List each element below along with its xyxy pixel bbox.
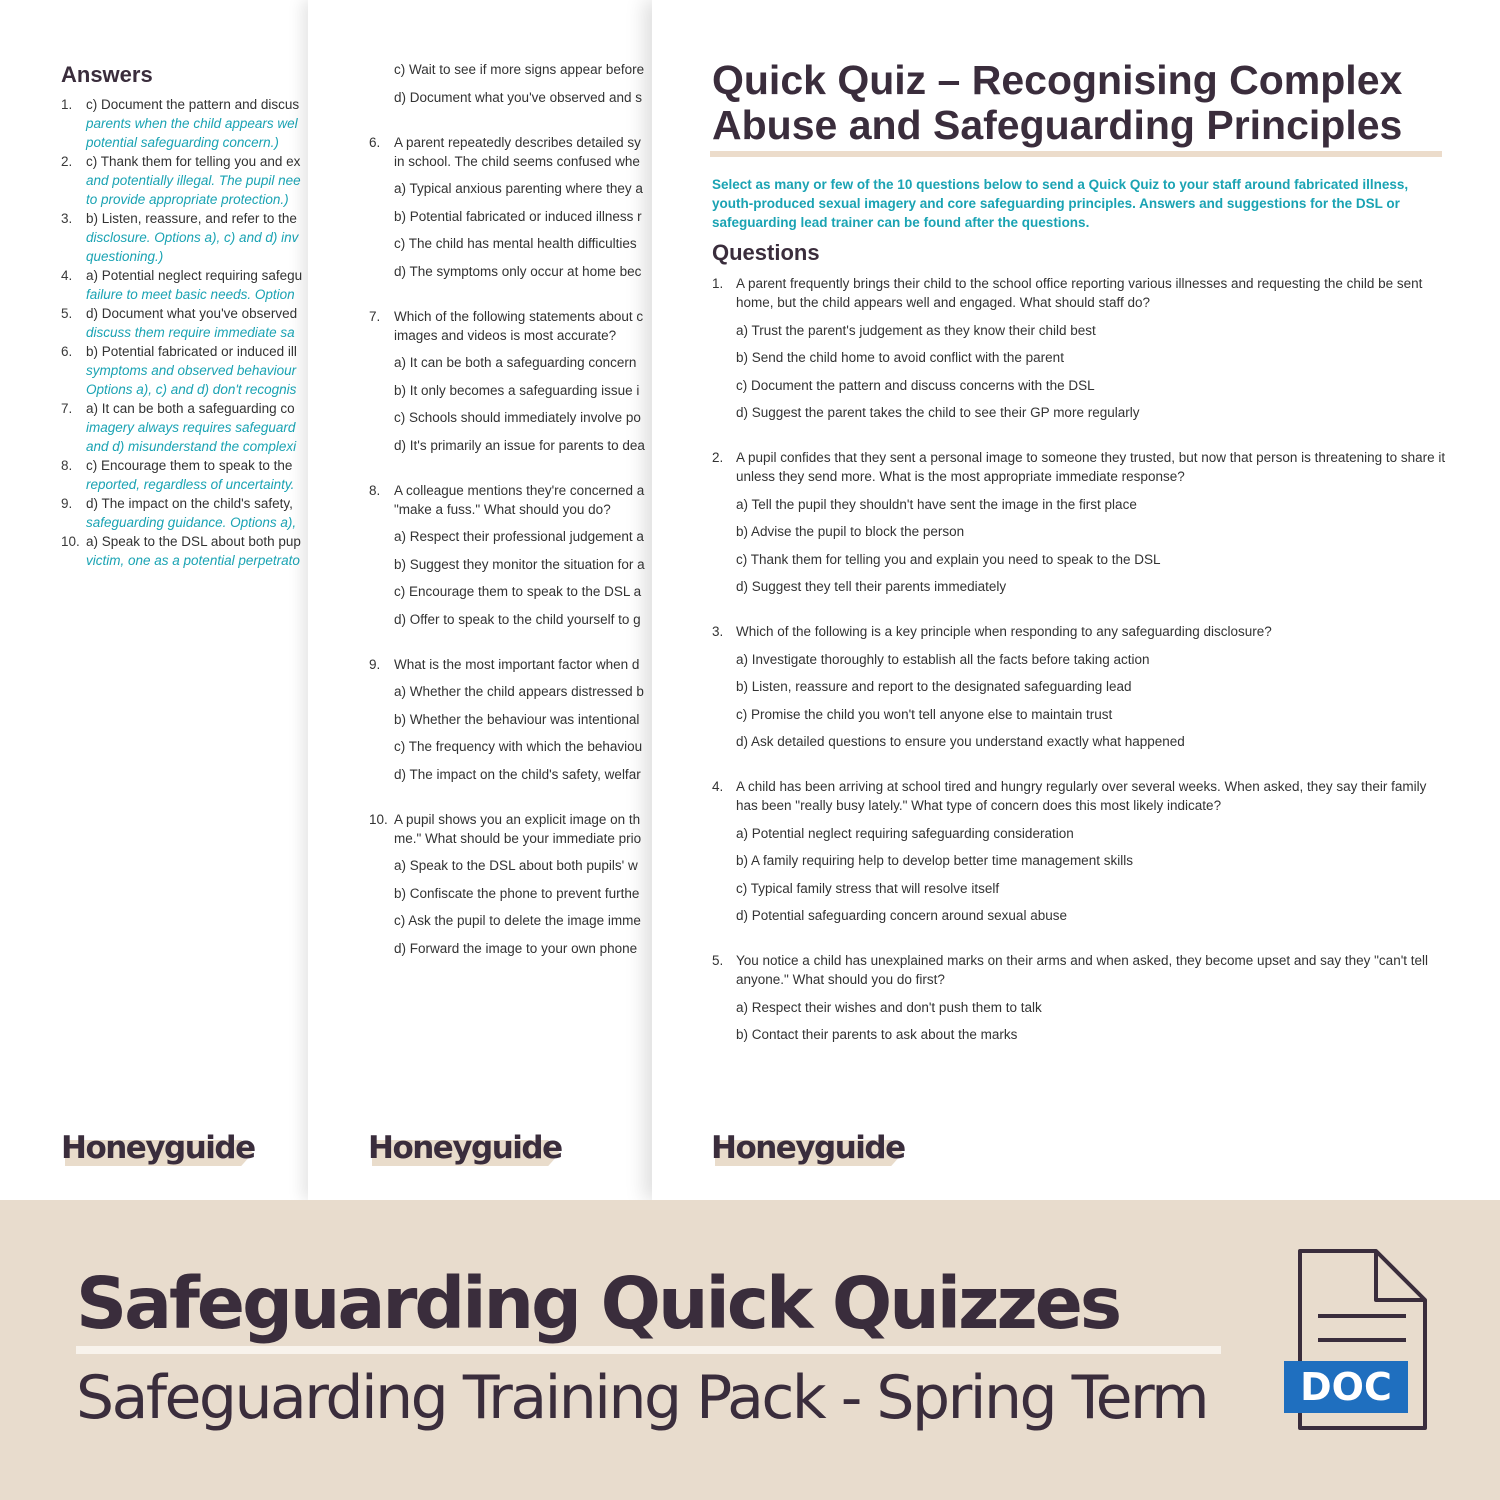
answer-note: potential safeguarding concern.) xyxy=(86,135,279,150)
answer-option: a) Speak to the DSL about both pupils' w xyxy=(394,858,638,873)
answer-text: a) Potential neglect requiring safegu xyxy=(86,268,303,283)
answer-option: d) It's primarily an issue for parents to dea xyxy=(394,437,645,453)
answer-note: imagery always requires safeguard xyxy=(86,420,296,435)
answer-text: b) Listen, reassure, and refer to the xyxy=(86,211,297,226)
answers-heading: Answers xyxy=(61,62,153,87)
answer-note: symptoms and observed behaviour xyxy=(86,363,297,378)
answer-item xyxy=(61,342,330,399)
answer-item xyxy=(61,304,330,342)
question-block xyxy=(712,951,1447,1044)
answer-option: b) A family requiring help to develop better time management skills xyxy=(736,853,1133,868)
answers-list xyxy=(61,95,330,570)
answer-text: c) Encourage them to speak to the xyxy=(86,458,293,473)
answer-option: b) Send the child home to avoid conflict with the parent xyxy=(736,350,1064,365)
front-page xyxy=(652,0,1500,1200)
answer-option: a) Whether the child appears distressed b xyxy=(394,684,644,699)
question-block xyxy=(369,655,668,784)
question-number: 5. xyxy=(712,953,724,968)
answer-note: Options a), c) and d) don't recognis xyxy=(86,382,297,397)
answer-option: d) Document what you've observed and s xyxy=(394,89,642,105)
answer-option: d) Suggest they tell their parents immediately xyxy=(736,579,1007,594)
answer-text: d) Document what you've observed xyxy=(86,306,298,321)
question-text xyxy=(369,307,668,326)
answer-option: d) Offer to speak to the child yourself to g xyxy=(394,611,641,627)
honeyguide-logo: Honeyguide xyxy=(368,1130,562,1166)
answer-option: b) Advise the pupil to block the person xyxy=(736,524,965,539)
question-text: You notice a child has unexplained marks on their arms and when asked, they become upset and say they "can't tell anyone." What should you do first? xyxy=(736,953,1429,987)
answer-item xyxy=(61,456,330,494)
answer-number: 10. xyxy=(61,534,80,549)
question-text: A child has been arriving at school tired and hungry regularly over several weeks. When asked, they say their family has been "really busy lately." What type of concern does this most likely indicate? xyxy=(736,779,1427,813)
question-block xyxy=(369,133,668,281)
answer-text: c) Document the pattern and discus xyxy=(86,97,300,112)
question-block xyxy=(369,307,668,455)
answer-option: b) Whether the behaviour was intentional xyxy=(394,711,640,727)
answer-option: c) The frequency with which the behaviou xyxy=(394,739,643,754)
answer-option: a) Respect their wishes and don't push them to talk xyxy=(736,999,1042,1015)
answer-note: parents when the child appears wel xyxy=(86,116,298,131)
question-block xyxy=(712,448,1447,596)
answer-option: a) Typical anxious parenting where they a xyxy=(394,181,643,196)
answer-number: 4. xyxy=(61,268,73,283)
answer-note: safeguarding guidance. Options a), xyxy=(86,515,297,530)
question-text: A pupil shows you an explicit image on th xyxy=(394,811,641,827)
answer-text: d) The impact on the child's safety, xyxy=(86,496,293,511)
question-number: 6. xyxy=(369,134,381,150)
answer-option: c) Thank them for telling you and explain you need to speak to the DSL xyxy=(736,551,1161,567)
middle-questions xyxy=(369,60,668,984)
question-text: A parent repeatedly describes detailed sy xyxy=(394,134,641,150)
question-stem xyxy=(712,274,1447,312)
answer-number: 5. xyxy=(61,306,73,321)
answer-option: c) Ask the pupil to delete the image imme xyxy=(394,913,641,928)
answer-option: c) Typical family stress that will resolve itself xyxy=(736,880,1000,896)
answer-number: 2. xyxy=(61,154,73,169)
answer-option: c) The child has mental health difficulties xyxy=(394,236,637,251)
answer-number: 7. xyxy=(61,401,73,416)
question-text: Which of the following statements about c xyxy=(394,308,644,324)
answer-number: 6. xyxy=(61,344,73,359)
answer-number: 1. xyxy=(61,97,73,112)
product-banner xyxy=(0,1200,1500,1500)
answer-item xyxy=(61,209,330,266)
question-text: A colleague mentions they're concerned a xyxy=(394,482,645,498)
question-text: me." What should be your immediate prio xyxy=(394,830,642,846)
question-stem xyxy=(712,777,1447,815)
question-text xyxy=(369,481,668,500)
questions-heading: Questions xyxy=(712,240,820,265)
question-text: Which of the following is a key principle when responding to any safeguarding disclosure? xyxy=(736,624,1272,639)
answer-option: d) Forward the image to your own phone xyxy=(394,940,638,956)
question-number: 2. xyxy=(712,450,724,465)
answer-option: d) Ask detailed questions to ensure you understand exactly what happened xyxy=(736,734,1185,749)
question-text xyxy=(369,655,668,674)
question-text: A parent frequently brings their child to the school office reporting various illnesses and requesting the child be sent home, but the child appears well and engaged. What should staff do? xyxy=(736,276,1423,310)
answer-note: failure to meet basic needs. Option xyxy=(86,287,295,302)
question-block xyxy=(712,274,1447,422)
answer-number: 9. xyxy=(61,496,73,511)
banner-divider xyxy=(76,1346,1221,1354)
question-number: 3. xyxy=(712,624,724,639)
answer-option: c) Schools should immediately involve po xyxy=(394,410,641,425)
answer-option: c) Promise the child you won't tell anyone else to maintain trust xyxy=(736,706,1113,722)
answer-option: a) Investigate thoroughly to establish all the facts before taking action xyxy=(736,651,1150,667)
answer-option: b) Potential fabricated or induced illness r xyxy=(394,208,642,224)
question-text xyxy=(369,133,668,152)
question-block xyxy=(369,60,668,107)
answer-option: b) Suggest they monitor the situation for a xyxy=(394,556,645,572)
answer-item xyxy=(61,532,330,570)
doc-label: DOC xyxy=(1300,1365,1392,1409)
title-underline xyxy=(710,151,1442,157)
answer-option: a) Potential neglect requiring safeguarding consideration xyxy=(736,825,1074,841)
answer-text: a) It can be both a safeguarding co xyxy=(86,401,295,416)
question-text: "make a fuss." What should you do? xyxy=(394,501,611,517)
answer-option: c) Encourage them to speak to the DSL a xyxy=(394,584,642,599)
question-number: 7. xyxy=(369,308,381,324)
question-number: 9. xyxy=(369,656,381,672)
answer-item xyxy=(61,494,330,532)
question-number: 10. xyxy=(369,811,388,827)
question-block xyxy=(369,810,668,958)
banner-title: Safeguarding Quick Quizzes xyxy=(76,1262,1120,1345)
answer-text: a) Speak to the DSL about both pup xyxy=(86,534,301,549)
answer-text: c) Thank them for telling you and ex xyxy=(86,154,301,169)
question-text: images and videos is most accurate? xyxy=(394,327,617,343)
answer-note: and d) misunderstand the complexi xyxy=(86,439,297,454)
answer-note: discuss them require immediate sa xyxy=(86,325,295,340)
answer-option: b) Contact their parents to ask about the marks xyxy=(736,1027,1018,1042)
quiz-title: Quick Quiz – Recognising Complex Abuse and Safeguarding Principles xyxy=(712,57,1403,148)
answer-option: a) It can be both a safeguarding concern xyxy=(394,355,637,370)
answer-option: a) Tell the pupil they shouldn't have sent the image in the first place xyxy=(736,496,1137,512)
answer-option: d) The impact on the child's safety, welfar xyxy=(394,766,641,782)
honeyguide-logo: Honeyguide xyxy=(711,1130,905,1166)
answer-item xyxy=(61,399,330,456)
question-number: 1. xyxy=(712,276,724,291)
question-text: A pupil confides that they sent a personal image to someone they trusted, but now that person is threatening to share it unless they send more. What is the most appropriate immediate response? xyxy=(736,450,1446,484)
answer-option: a) Respect their professional judgement a xyxy=(394,529,644,544)
answer-option: b) It only becomes a safeguarding issue i xyxy=(394,382,640,398)
answer-note: and potentially illegal. The pupil nee xyxy=(86,173,301,188)
answer-note: reported, regardless of uncertainty. xyxy=(86,477,295,492)
answer-option: d) Suggest the parent takes the child to see their GP more regularly xyxy=(736,405,1140,420)
answer-item xyxy=(61,95,330,152)
answer-item xyxy=(61,266,330,304)
answer-note: questioning.) xyxy=(86,249,164,264)
answer-option: c) Wait to see if more signs appear before xyxy=(394,62,645,77)
front-questions xyxy=(712,274,1447,1070)
question-stem xyxy=(712,622,1447,641)
answer-option: d) The symptoms only occur at home bec xyxy=(394,263,642,279)
answers-page xyxy=(0,0,330,1200)
answer-option: a) Trust the parent's judgement as they know their child best xyxy=(736,322,1096,338)
answer-text: b) Potential fabricated or induced ill xyxy=(86,344,297,359)
answer-option: d) Potential safeguarding concern around sexual abuse xyxy=(736,908,1067,923)
question-stem xyxy=(712,951,1447,989)
answer-option: c) Document the pattern and discuss concerns with the DSL xyxy=(736,377,1095,393)
question-text xyxy=(369,810,668,829)
question-text: What is the most important factor when d xyxy=(394,656,640,672)
question-stem xyxy=(712,448,1447,486)
question-number: 8. xyxy=(369,482,381,498)
question-block xyxy=(369,481,668,629)
question-number: 4. xyxy=(712,779,724,794)
banner-subtitle: Safeguarding Training Pack - Spring Term xyxy=(76,1363,1208,1433)
question-block xyxy=(712,777,1447,925)
answer-number: 8. xyxy=(61,458,73,473)
answer-note: disclosure. Options a), c) and d) inv xyxy=(86,230,299,245)
quiz-intro: Select as many or few of the 10 questions below to send a Quick Quiz to your staff around fabricated illness, youth-produced sexual imagery and core safeguarding principles. Answers and suggestions for the DSL or safeguarding lead trainer can be found after the questions. xyxy=(712,177,1409,230)
honeyguide-logo: Honeyguide xyxy=(61,1130,255,1166)
answer-note: to provide appropriate protection.) xyxy=(86,192,289,207)
answer-number: 3. xyxy=(61,211,73,226)
question-block xyxy=(712,622,1447,751)
doc-file-icon xyxy=(1284,1248,1430,1434)
answer-note: victim, one as a potential perpetrato xyxy=(86,553,300,568)
answer-option: b) Confiscate the phone to prevent furthe xyxy=(394,885,640,901)
question-text: in school. The child seems confused whe xyxy=(394,153,640,169)
answer-option: b) Listen, reassure and report to the designated safeguarding lead xyxy=(736,679,1132,694)
middle-page xyxy=(308,0,668,1200)
answer-item xyxy=(61,152,330,209)
